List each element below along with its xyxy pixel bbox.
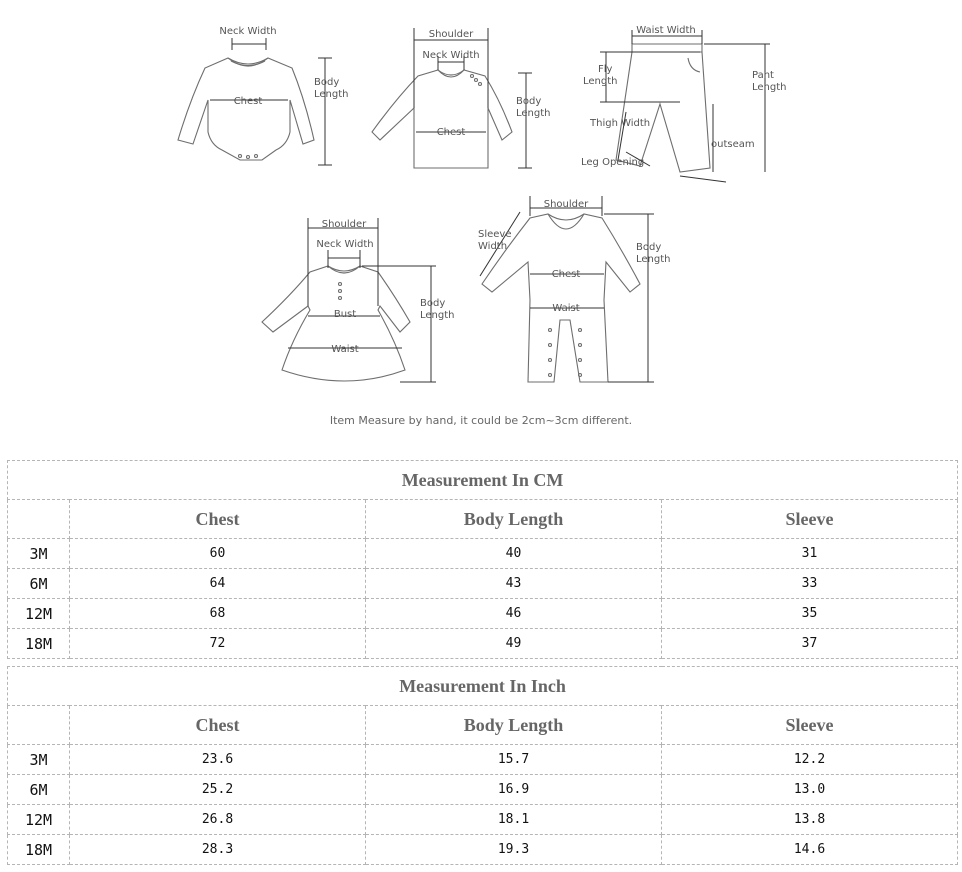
- sleeve-value: 33: [662, 569, 958, 599]
- chest-value: 25.2: [70, 775, 366, 805]
- bodysuit-sketch: [178, 58, 314, 160]
- pants-fly-length-label: Fly Length: [583, 64, 618, 87]
- column-header-chest: Chest: [70, 500, 366, 539]
- shirt-chest-label: Chest: [436, 127, 466, 138]
- pants-sketch: [616, 44, 710, 172]
- table-title: Measurement In CM: [8, 461, 958, 500]
- sleeve-value: 13.8: [662, 805, 958, 835]
- chest-value: 72: [70, 629, 366, 659]
- body-length-value: 16.9: [366, 775, 662, 805]
- column-header-sleeve: Sleeve: [662, 706, 958, 745]
- dress-waist-label: Waist: [331, 344, 359, 355]
- column-header-chest: Chest: [70, 706, 366, 745]
- body-length-value: 19.3: [366, 835, 662, 865]
- romper-sleeve-width-label: Sleeve Width: [478, 229, 512, 252]
- chest-value: 60: [70, 539, 366, 569]
- body-length-value: 49: [366, 629, 662, 659]
- sleeve-value: 35: [662, 599, 958, 629]
- size-label: 18M: [8, 835, 70, 865]
- shirt-measure-lines: [414, 28, 532, 168]
- bodysuit-chest-label: [234, 96, 263, 107]
- measure-note: Item Measure by hand, it could be 2cm~3cm different.: [329, 414, 633, 427]
- dress-neck-width-label: Neck Width: [316, 239, 374, 250]
- column-header-body-length: Body Length: [366, 500, 662, 539]
- table-row: [8, 599, 958, 629]
- table-row: [8, 539, 958, 569]
- shirt-body-length-label: Body Length: [516, 96, 551, 119]
- column-header-body-length: Body Length: [366, 706, 662, 745]
- size-header: [8, 706, 70, 745]
- romper-shoulder-label: Shoulder: [543, 199, 589, 210]
- table-row: [8, 805, 958, 835]
- table-title: Measurement In Inch: [8, 667, 958, 706]
- dress-sketch: [262, 266, 410, 381]
- chest-value: 28.3: [70, 835, 366, 865]
- romper-body-length-label: Body Length: [636, 242, 671, 265]
- sleeve-value: 37: [662, 629, 958, 659]
- table-row: [8, 745, 958, 775]
- body-length-value: 15.7: [366, 745, 662, 775]
- body-length-value: 46: [366, 599, 662, 629]
- pants-waist-width-label: Waist Width: [636, 25, 696, 36]
- size-label: 12M: [8, 599, 70, 629]
- romper-waist-label: Waist: [552, 303, 580, 314]
- table-row: [8, 835, 958, 865]
- sleeve-value: 13.0: [662, 775, 958, 805]
- table-row: [8, 629, 958, 659]
- chest-value: 64: [70, 569, 366, 599]
- pants-leg-opening-label: Leg Opening: [581, 157, 645, 168]
- bodysuit-measure-lines: [210, 38, 332, 165]
- pants-pant-length-label: Pant Length: [752, 70, 787, 93]
- measurement-table-cm: [7, 460, 958, 659]
- shirt-neck-width-label: Neck Width: [422, 50, 480, 61]
- shirt-shoulder-label: Shoulder: [428, 29, 474, 40]
- body-length-value: 18.1: [366, 805, 662, 835]
- sleeve-value: 14.6: [662, 835, 958, 865]
- size-label: 3M: [8, 539, 70, 569]
- size-label: 12M: [8, 805, 70, 835]
- shirt-sketch: [372, 70, 512, 168]
- body-length-value: 43: [366, 569, 662, 599]
- dress-bust-label: Bust: [333, 309, 357, 320]
- pants-outseam-label: outseam: [711, 139, 755, 150]
- size-label: 6M: [8, 569, 70, 599]
- sleeve-value: 31: [662, 539, 958, 569]
- sleeve-value: 12.2: [662, 745, 958, 775]
- table-row: [8, 775, 958, 805]
- dress-body-length-label: Body Length: [420, 298, 455, 321]
- size-label: 3M: [8, 745, 70, 775]
- bodysuit-chest-text: Chest: [233, 96, 263, 107]
- bodysuit-neck-width-label: Neck Width: [219, 26, 277, 37]
- column-header-sleeve: Sleeve: [662, 500, 958, 539]
- size-label: 6M: [8, 775, 70, 805]
- body-length-value: 40: [366, 539, 662, 569]
- table-row: [8, 569, 958, 599]
- dress-shoulder-label: Shoulder: [321, 219, 367, 230]
- bodysuit-body-length-label: Body Length: [314, 77, 349, 100]
- chest-value: 26.8: [70, 805, 366, 835]
- romper-chest-label: Chest: [551, 269, 581, 280]
- size-label: 18M: [8, 629, 70, 659]
- chest-value: 68: [70, 599, 366, 629]
- pants-thigh-width-label: Thigh Width: [590, 118, 651, 129]
- measurement-table-inch: [7, 666, 958, 865]
- chest-value: 23.6: [70, 745, 366, 775]
- size-header: [8, 500, 70, 539]
